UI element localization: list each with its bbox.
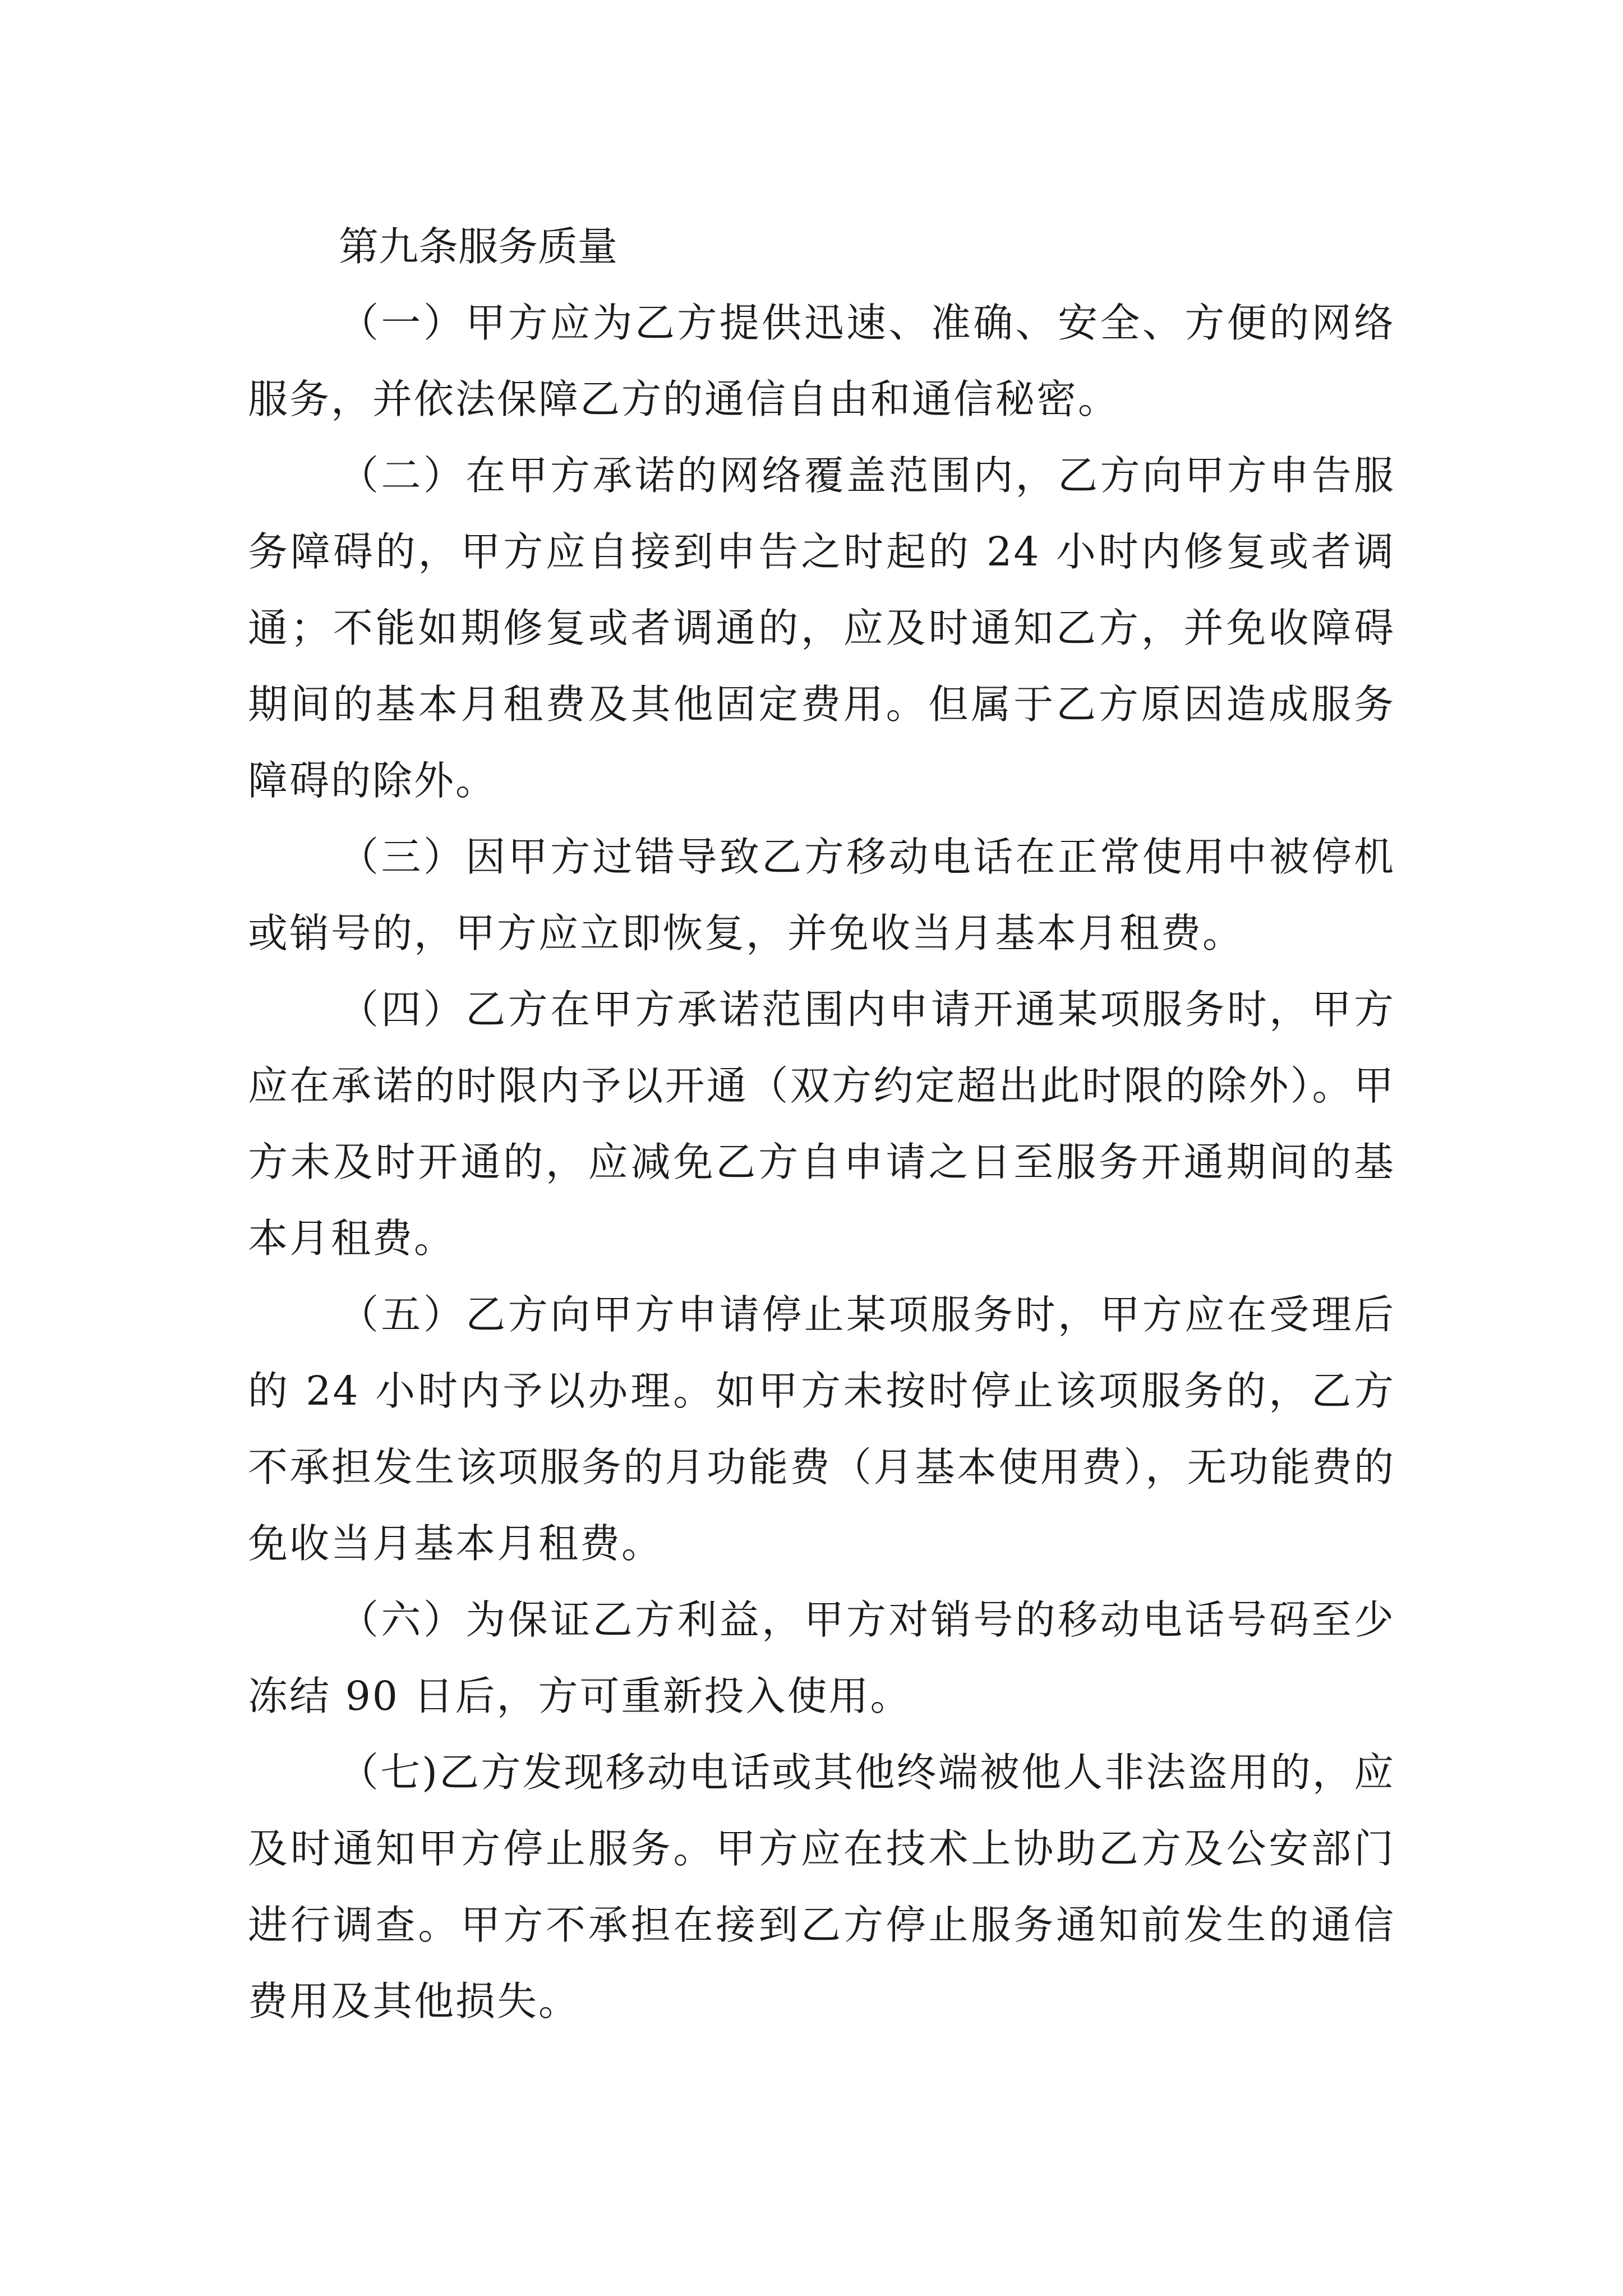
document-body xyxy=(248,209,1395,2040)
clause-4: （四）乙方在甲方承诺范围内申请开通某项服务时，甲方应在承诺的时限内予以开通（双方约定超出此时限的除外）。甲方未及时开通的，应减免乙方自申请之日至服务开通期间的基本月租费。 xyxy=(248,986,1395,1262)
clause-5: （五）乙方向甲方申请停止某项服务时，甲方应在受理后的 24 小时内予以办理。如甲方未按时停止该项服务的，乙方不承担发生该项服务的月功能费（月基本使用费），无功能费的免收当月基本月租费。 xyxy=(248,1291,1395,1567)
clause-6: （六）为保证乙方利益，甲方对销号的移动电话号码至少冻结 90 日后，方可重新投入使用。 xyxy=(248,1596,1395,1719)
clause-7: （七)乙方发现移动电话或其他终端被他人非法盗用的，应及时通知甲方停止服务。甲方应在技术上协助乙方及公安部门进行调查。甲方不承担在接到乙方停止服务通知前发生的通信费用及其他损失。 xyxy=(248,1749,1395,2024)
clause-2: （二）在甲方承诺的网络覆盖范围内，乙方向甲方申告服务障碍的，甲方应自接到申告之时起的 24 小时内修复或者调通；不能如期修复或者调通的，应及时通知乙方，并免收障碍期间的基本月租费及其他固定费用。但属于乙方原因造成服务障碍的除外。 xyxy=(248,452,1395,804)
article-heading: 第九条服务质量 xyxy=(339,223,618,270)
clause-3: （三）因甲方过错导致乙方移动电话在正常使用中被停机或销号的，甲方应立即恢复，并免收当月基本月租费。 xyxy=(248,834,1395,956)
clause-1: （一）甲方应为乙方提供迅速、准确、安全、方便的网络服务，并依法保障乙方的通信自由和通信秘密。 xyxy=(248,300,1395,422)
